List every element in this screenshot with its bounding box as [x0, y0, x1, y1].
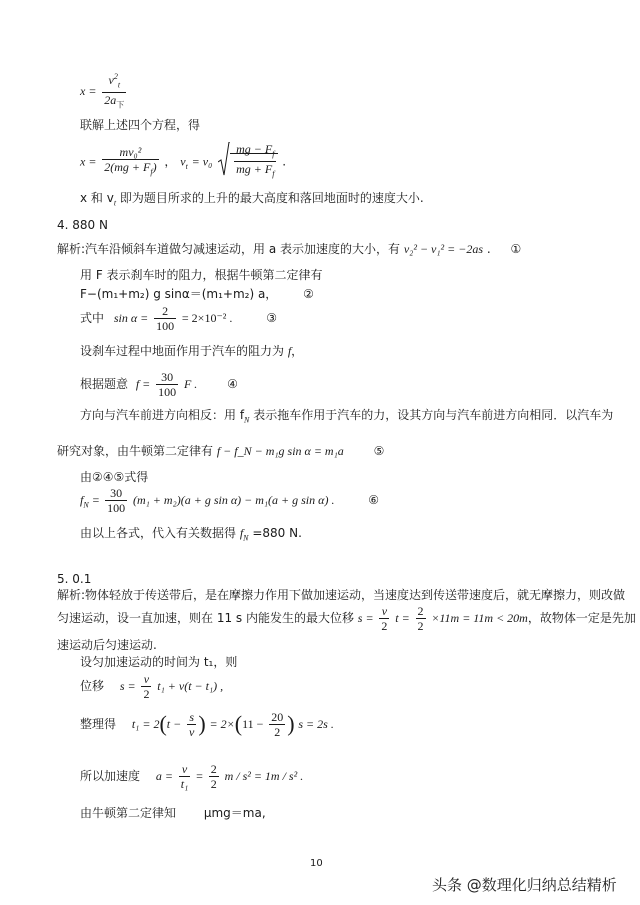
text-span: 设刹车过程中地面作用于汽车的阻力为 — [80, 344, 288, 358]
inline-equation: s = 2s . — [298, 717, 334, 731]
formula-lhs: x = — [80, 154, 97, 169]
inline-variable: f — [239, 526, 244, 540]
formula-fraction — [209, 762, 219, 791]
text-line: 解析:物体轻放于传送带后，是在摩擦力作用下做加速运动，当速度达到传送带速度后，就无摩擦力，则改做 — [57, 588, 626, 602]
fraction-denominator: mg + F — [236, 162, 273, 177]
text-line: 联解上述四个方程，得 — [80, 118, 201, 132]
fraction-denominator: 2(mg + F — [104, 159, 151, 174]
fraction-numerator: 2 — [417, 604, 424, 618]
text-line — [80, 287, 314, 303]
fraction-denominator: 2 — [274, 725, 281, 739]
fraction-denominator: 2 — [210, 777, 217, 791]
formula-var: v — [180, 154, 186, 169]
equation-number: ④ — [227, 377, 238, 391]
fraction-denominator: 100 — [156, 319, 175, 333]
inline-equation: 11 − — [242, 717, 264, 731]
inline-equation: t₁ = 2 — [131, 717, 160, 731]
equation-number: ⑥ — [368, 493, 380, 507]
text-line: 速运动后匀速运动. — [57, 638, 157, 652]
fraction-denominator: 2a — [104, 93, 117, 108]
subscript: N — [83, 500, 89, 510]
subscript: N — [244, 415, 250, 425]
formula-fraction — [234, 142, 276, 182]
text-line — [57, 444, 384, 460]
subscript: f — [150, 167, 153, 177]
radical-sign-icon — [218, 142, 230, 176]
text-line — [80, 806, 266, 822]
inline-equation: t₁ + v(t − t₁) , — [157, 679, 224, 693]
inline-equation: v₂² − v₁² = −2as — [403, 242, 483, 256]
fraction-denominator: 2 — [381, 619, 388, 633]
subscript: t — [113, 198, 117, 208]
fraction-numerator: 30 — [105, 486, 127, 501]
text-span: =880 N. — [248, 526, 302, 540]
inline-equation: F . — [183, 377, 198, 391]
text-line — [80, 191, 424, 209]
inline-equation: sin α = — [113, 311, 149, 325]
inline-equation: m / s² = 1m / s² . — [224, 769, 304, 783]
formula-fraction — [102, 145, 158, 179]
question-heading: 4. 880 N — [57, 218, 108, 232]
text-span: 即为题目所求的上升的最大高度和落回地面时的速度大小. — [116, 191, 424, 205]
subscript: t — [185, 161, 188, 171]
fraction-denominator: 100 — [158, 385, 177, 399]
text-span: 式中 — [80, 311, 105, 325]
formula-fraction — [416, 604, 426, 633]
text-span: 所以加速度 — [80, 769, 141, 783]
inline-equation: f − f_N − m₁g sin α = m₁a — [216, 444, 344, 458]
text-span: 研究对象，由牛顿第二定律有 — [57, 444, 217, 458]
fraction-numerator: mg − F — [236, 142, 273, 156]
fraction-numerator: 20 — [271, 710, 284, 724]
formula-lhs: x = — [80, 83, 97, 98]
subscript: 下 — [116, 100, 125, 110]
text-line: 整理得 t₁ = 2(t − $\frac{s}{v}$ ) = 2×(11 − $\frac{20}{2}$ ) s = 2s . — [80, 710, 334, 739]
text-span: 方向与汽车前进方向相反：用 f — [80, 408, 245, 422]
fraction-denominator: v — [189, 725, 195, 739]
equation-number: ③ — [266, 311, 277, 325]
text-span: 匀速运动，设一直加速，则在 11 s 内能发生的最大位移 — [57, 611, 358, 625]
fraction-numerator: 2 — [154, 304, 176, 319]
inline-equation: a = — [155, 769, 173, 783]
equation-number: ⑤ — [373, 444, 385, 458]
fraction-denominator: t₁ — [180, 777, 189, 791]
formula-fraction — [156, 370, 178, 399]
text-span: 位移 — [80, 679, 105, 693]
text-span: 整理得 — [80, 717, 117, 731]
inline-equation: f = — [135, 377, 151, 391]
fraction-numerator: v — [379, 604, 389, 619]
subscript: N — [243, 533, 249, 543]
formula-fN — [80, 486, 379, 515]
equation-number: ① — [510, 242, 522, 256]
subscript: f — [272, 149, 275, 159]
superscript: 2 — [113, 72, 118, 81]
fraction-numerator: v — [141, 672, 151, 687]
inline-equation: = 2×10⁻² . — [181, 311, 233, 325]
inline-equation: t = — [395, 611, 410, 625]
text-line — [80, 408, 613, 426]
subscript: t — [117, 80, 121, 90]
inline-equation: s = — [119, 679, 136, 693]
formula-fraction — [379, 604, 389, 633]
inline-equation: ×11m = 11m < 20m — [431, 611, 528, 625]
formula-fraction — [105, 486, 127, 515]
inline-variable: f — [80, 493, 84, 507]
fraction-denominator: 2 — [143, 687, 150, 701]
text-line — [80, 370, 238, 399]
fraction-numerator: mv₀² — [102, 145, 158, 160]
text-span: 解析:汽车沿倾斜车道做匀减速运动，用 a 表示加速度的大小，有 — [57, 242, 404, 256]
period: . — [282, 154, 287, 169]
formula-fraction — [141, 672, 151, 701]
text-span: 由以上各式，代入有关数据得 — [80, 526, 240, 540]
formula-fraction — [269, 710, 285, 739]
formula-fraction — [179, 762, 191, 791]
formula-fraction — [154, 304, 176, 333]
fraction-numerator: 2 — [210, 762, 217, 776]
inline-equation: = 2× — [209, 717, 235, 731]
inline-equation: (m₁ + m₂)(a + g sin α) − m₁(a + g sin α) . — [132, 493, 335, 507]
formula-x-and-vt — [80, 142, 286, 182]
fraction-denominator: 2 — [417, 619, 424, 633]
fraction-numerator: v — [179, 762, 191, 777]
separator: ， — [164, 154, 177, 169]
fraction-numerator: s — [187, 710, 196, 725]
formula-fraction — [102, 70, 126, 113]
inline-equation: s = — [357, 611, 374, 625]
text-line — [80, 304, 277, 333]
text-line: 解析:汽车沿倾斜车道做匀减速运动，用 a 表示加速度的大小，有 v₂² − v₁² = −2as . ① — [57, 242, 522, 256]
text-line — [57, 604, 636, 633]
fraction-numerator: 30 — [156, 370, 178, 385]
text-line — [80, 526, 302, 544]
watermark: 头条 @数理化归纳总结精析 — [432, 876, 617, 894]
inline-equation: t − — [166, 717, 182, 731]
equals: = — [196, 769, 203, 783]
text-span: F−(m₁+m₂) g sinα＝(m₁+m₂) a， — [80, 287, 278, 301]
formula-x-velocity — [80, 70, 128, 113]
equals: = — [92, 493, 100, 507]
formula-fraction — [187, 710, 196, 739]
text-span: ， — [291, 344, 304, 358]
formula-rhs: = v₀ — [191, 154, 213, 169]
text-span: 根据题意 — [80, 377, 129, 391]
question-heading: 5. 0.1 — [57, 572, 92, 586]
fraction-denominator: 100 — [107, 501, 126, 515]
text-line: 用 F 表示刹车时的阻力，根据牛顿第二定律有 — [80, 268, 323, 282]
text-span: x 和 v — [80, 191, 114, 205]
text-line — [80, 672, 223, 701]
paren: ) — [152, 159, 157, 174]
page-number: 10 — [310, 858, 323, 869]
fraction-numerator: v — [108, 73, 114, 87]
inline-variable: f — [287, 344, 292, 358]
text-line: 由②④⑤式得 — [80, 470, 149, 484]
subscript: f — [272, 169, 275, 179]
equation-number: ② — [303, 287, 314, 301]
text-line — [80, 344, 303, 360]
text-span: 由牛顿第二定律知 — [80, 806, 177, 820]
text-line — [80, 762, 303, 791]
text-span: ，故物体一定是先加 — [527, 611, 636, 625]
square-root — [218, 142, 278, 182]
inline-equation: μmg＝ma, — [203, 806, 266, 820]
text-span: 表示拖车作用于汽车的力，设其方向与汽车前进方向相同．以汽车为 — [249, 408, 614, 422]
text-line: 设匀加速运动的时间为 t₁，则 — [80, 655, 238, 669]
